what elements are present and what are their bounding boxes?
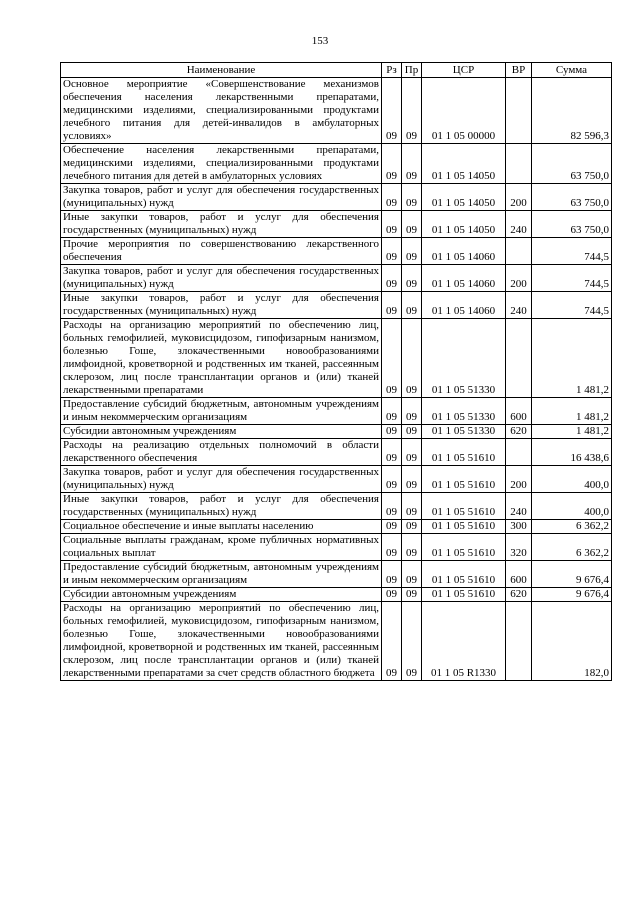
cell-sum: 744,5 [532, 292, 612, 319]
cell-rz: 09 [382, 265, 402, 292]
cell-csr: 01 1 05 51330 [422, 319, 506, 398]
cell-rz: 09 [382, 439, 402, 466]
header-pr: Пр [402, 63, 422, 78]
cell-vr: 620 [506, 425, 532, 439]
cell-vr: 600 [506, 398, 532, 425]
cell-csr: 01 1 05 14060 [422, 292, 506, 319]
table-row [61, 466, 612, 493]
cell-pr: 09 [402, 184, 422, 211]
cell-vr [506, 319, 532, 398]
cell-rz: 09 [382, 398, 402, 425]
cell-name: Социальное обеспечение и иные выплаты населению [61, 520, 382, 534]
cell-name: Расходы на организацию мероприятий по обеспечению лиц, больных гемофилией, муковисцидозом, гипофизарным нанизмом, болезнью Гоше, злокачественными новообразованиями лимфоидной, кроветворной и родственных им тканей, рассеянным склерозом, лиц после трансплантации органов и (или) тканей лекарственными препаратами [61, 319, 382, 398]
cell-name: Субсидии автономным учреждениям [61, 425, 382, 439]
table-row [61, 534, 612, 561]
header-row [61, 63, 612, 78]
table-body [61, 78, 612, 681]
header-csr: ЦСР [422, 63, 506, 78]
cell-pr: 09 [402, 144, 422, 184]
cell-pr: 09 [402, 398, 422, 425]
cell-name: Расходы на реализацию отдельных полномочий в области лекарственного обеспечения [61, 439, 382, 466]
cell-csr: 01 1 05 R1330 [422, 602, 506, 681]
cell-vr: 320 [506, 534, 532, 561]
cell-name: Закупка товаров, работ и услуг для обеспечения государственных (муниципальных) нужд [61, 466, 382, 493]
cell-csr: 01 1 05 51610 [422, 466, 506, 493]
cell-csr: 01 1 05 00000 [422, 78, 506, 144]
cell-sum: 9 676,4 [532, 561, 612, 588]
cell-pr: 09 [402, 265, 422, 292]
table-row [61, 425, 612, 439]
cell-sum: 1 481,2 [532, 319, 612, 398]
cell-sum: 744,5 [532, 265, 612, 292]
cell-sum: 400,0 [532, 493, 612, 520]
cell-pr: 09 [402, 319, 422, 398]
cell-pr: 09 [402, 466, 422, 493]
cell-sum: 82 596,3 [532, 78, 612, 144]
cell-vr: 200 [506, 466, 532, 493]
cell-pr: 09 [402, 520, 422, 534]
table-row [61, 520, 612, 534]
cell-name: Иные закупки товаров, работ и услуг для обеспечения государственных (муниципальных) нужд [61, 493, 382, 520]
cell-name: Основное мероприятие «Совершенствование механизмов обеспечения населения лекарственными препаратами, медицинскими изделиями, специализированными продуктами лечебного питания для детей-инвалидов в амбулаторных условиях» [61, 78, 382, 144]
cell-vr: 240 [506, 211, 532, 238]
table-row [61, 144, 612, 184]
cell-rz: 09 [382, 561, 402, 588]
cell-name: Предоставление субсидий бюджетным, автономным учреждениям и иным некоммерческим организациям [61, 398, 382, 425]
cell-vr [506, 78, 532, 144]
cell-sum: 400,0 [532, 466, 612, 493]
cell-csr: 01 1 05 51330 [422, 425, 506, 439]
table-row [61, 493, 612, 520]
cell-csr: 01 1 05 51610 [422, 520, 506, 534]
table-row [61, 265, 612, 292]
cell-rz: 09 [382, 520, 402, 534]
table-row [61, 602, 612, 681]
cell-name: Обеспечение населения лекарственными препаратами, медицинскими изделиями, специализированными продуктами лечебного питания для детей в амбулаторных условиях [61, 144, 382, 184]
table-row [61, 184, 612, 211]
cell-rz: 09 [382, 78, 402, 144]
cell-pr: 09 [402, 211, 422, 238]
cell-pr: 09 [402, 534, 422, 561]
cell-csr: 01 1 05 51610 [422, 561, 506, 588]
cell-pr: 09 [402, 493, 422, 520]
cell-pr: 09 [402, 78, 422, 144]
cell-rz: 09 [382, 319, 402, 398]
cell-pr: 09 [402, 439, 422, 466]
header-rz: Рз [382, 63, 402, 78]
cell-vr: 620 [506, 588, 532, 602]
cell-name: Иные закупки товаров, работ и услуг для обеспечения государственных (муниципальных) нужд [61, 292, 382, 319]
header-vr: ВР [506, 63, 532, 78]
cell-csr: 01 1 05 14050 [422, 211, 506, 238]
cell-rz: 09 [382, 238, 402, 265]
cell-csr: 01 1 05 51610 [422, 534, 506, 561]
cell-csr: 01 1 05 51610 [422, 439, 506, 466]
cell-name: Прочие мероприятия по совершенствованию лекарственного обеспечения [61, 238, 382, 265]
cell-sum: 182,0 [532, 602, 612, 681]
table-row [61, 211, 612, 238]
cell-vr: 600 [506, 561, 532, 588]
cell-name: Закупка товаров, работ и услуг для обеспечения государственных (муниципальных) нужд [61, 265, 382, 292]
cell-sum: 1 481,2 [532, 425, 612, 439]
page-number: 153 [311, 35, 329, 47]
cell-sum: 6 362,2 [532, 520, 612, 534]
cell-csr: 01 1 05 14060 [422, 238, 506, 265]
cell-sum: 1 481,2 [532, 398, 612, 425]
cell-vr [506, 602, 532, 681]
cell-rz: 09 [382, 493, 402, 520]
cell-pr: 09 [402, 425, 422, 439]
cell-name: Субсидии автономным учреждениям [61, 588, 382, 602]
cell-csr: 01 1 05 14050 [422, 144, 506, 184]
cell-vr: 200 [506, 184, 532, 211]
cell-pr: 09 [402, 561, 422, 588]
table-row [61, 238, 612, 265]
budget-table [60, 62, 612, 681]
cell-vr: 200 [506, 265, 532, 292]
cell-sum: 9 676,4 [532, 588, 612, 602]
cell-rz: 09 [382, 588, 402, 602]
cell-vr [506, 238, 532, 265]
cell-csr: 01 1 05 51610 [422, 493, 506, 520]
cell-name: Предоставление субсидий бюджетным, автономным учреждениям и иным некоммерческим организациям [61, 561, 382, 588]
cell-name: Закупка товаров, работ и услуг для обеспечения государственных (муниципальных) нужд [61, 184, 382, 211]
cell-rz: 09 [382, 211, 402, 238]
cell-sum: 63 750,0 [532, 184, 612, 211]
table-row [61, 319, 612, 398]
cell-csr: 01 1 05 14050 [422, 184, 506, 211]
cell-name: Расходы на организацию мероприятий по обеспечению лиц, больных гемофилией, муковисцидозом, гипофизарным нанизмом, болезнью Гоше, злокачественными новообразованиями лимфоидной, кроветворной и родственных им тканей, рассеянным склерозом, лиц после трансплантации органов и (или) тканей лекарственными препаратами за счет средств областного бюджета [61, 602, 382, 681]
cell-sum: 63 750,0 [532, 144, 612, 184]
cell-vr [506, 439, 532, 466]
cell-sum: 63 750,0 [532, 211, 612, 238]
cell-rz: 09 [382, 292, 402, 319]
table-header [61, 63, 612, 78]
cell-sum: 6 362,2 [532, 534, 612, 561]
cell-pr: 09 [402, 292, 422, 319]
table-row [61, 439, 612, 466]
table-row [61, 292, 612, 319]
table-row [61, 561, 612, 588]
cell-vr: 240 [506, 292, 532, 319]
cell-rz: 09 [382, 602, 402, 681]
table-row [61, 78, 612, 144]
cell-pr: 09 [402, 602, 422, 681]
cell-vr: 240 [506, 493, 532, 520]
cell-rz: 09 [382, 534, 402, 561]
cell-vr: 300 [506, 520, 532, 534]
cell-sum: 744,5 [532, 238, 612, 265]
cell-csr: 01 1 05 14060 [422, 265, 506, 292]
cell-name: Иные закупки товаров, работ и услуг для обеспечения государственных (муниципальных) нужд [61, 211, 382, 238]
table-row [61, 398, 612, 425]
cell-rz: 09 [382, 466, 402, 493]
cell-sum: 16 438,6 [532, 439, 612, 466]
table-row [61, 588, 612, 602]
cell-rz: 09 [382, 144, 402, 184]
header-sum: Сумма [532, 63, 612, 78]
cell-csr: 01 1 05 51610 [422, 588, 506, 602]
cell-rz: 09 [382, 184, 402, 211]
cell-pr: 09 [402, 588, 422, 602]
header-name: Наименование [61, 63, 382, 78]
cell-pr: 09 [402, 238, 422, 265]
cell-rz: 09 [382, 425, 402, 439]
cell-vr [506, 144, 532, 184]
cell-name: Социальные выплаты гражданам, кроме публичных нормативных социальных выплат [61, 534, 382, 561]
cell-csr: 01 1 05 51330 [422, 398, 506, 425]
